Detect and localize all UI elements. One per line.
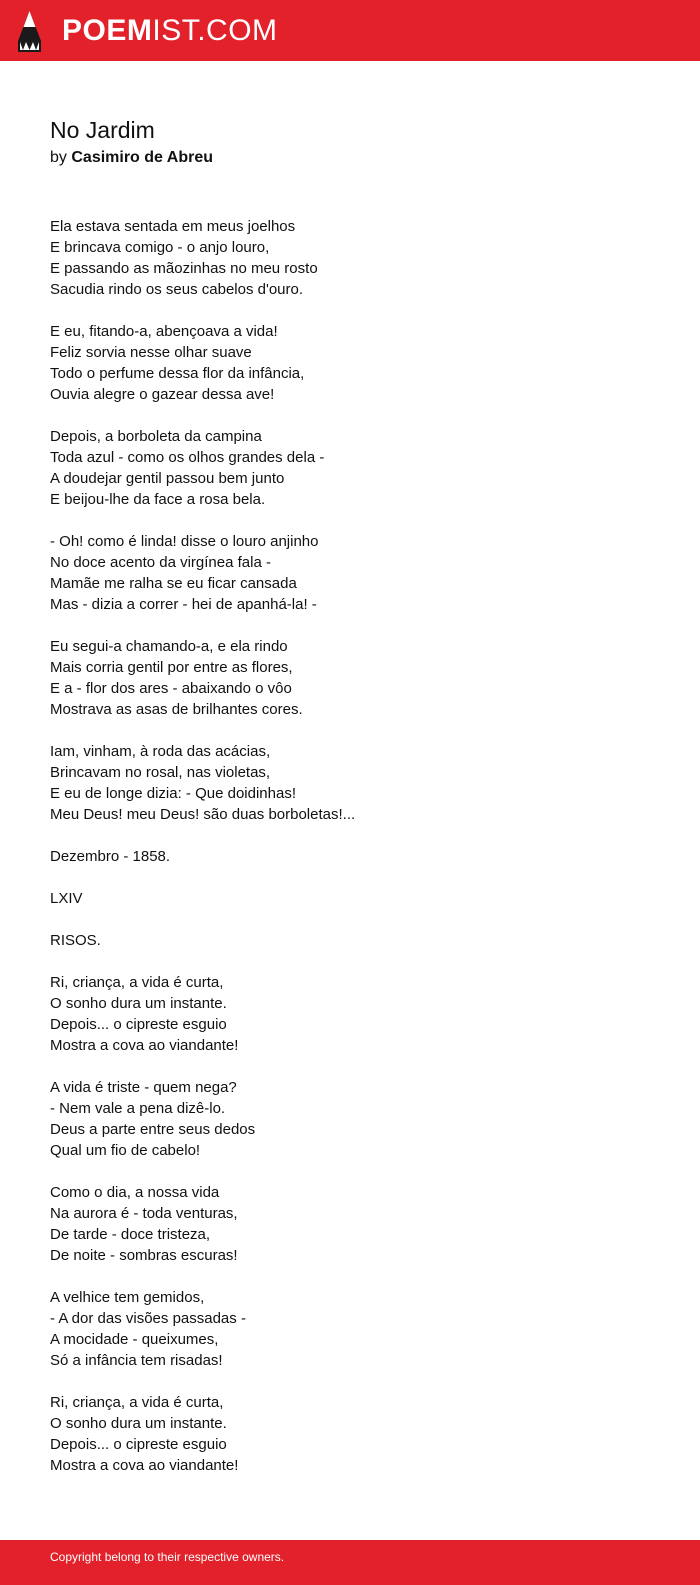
- poem-line: LXIV: [50, 890, 83, 907]
- poem-stanza: [50, 930, 650, 951]
- poem-line: Ouvia alegre o gazear dessa ave!: [50, 386, 275, 403]
- poem-line: Deus a parte entre seus dedos: [50, 1121, 256, 1138]
- poem-stanza: [50, 216, 650, 300]
- by-label: by: [50, 149, 67, 166]
- poem-line: Ela estava sentada em meus joelhos: [50, 218, 296, 235]
- poem-stanza: [50, 1287, 650, 1371]
- poem-line: RISOS.: [50, 932, 101, 949]
- poem-line: Mas - dizia a correr - hei de apanhá-la! -: [50, 596, 317, 613]
- poem-line: Eu segui-a chamando-a, e ela rindo: [50, 638, 288, 655]
- poem-line: Mamãe me ralha se eu ficar cansada: [50, 575, 297, 592]
- poem-line: No doce acento da virgínea fala -: [50, 554, 271, 571]
- poem-line: A doudejar gentil passou bem junto: [50, 470, 285, 487]
- site-logo-text: [62, 13, 278, 47]
- poem-line: Feliz sorvia nesse olhar suave: [50, 344, 252, 361]
- poem-stanza: [50, 321, 650, 405]
- poem-line: A mocidade - queixumes,: [50, 1331, 219, 1348]
- site-footer: [0, 1540, 700, 1585]
- poem-line: Sacudia rindo os seus cabelos d'ouro.: [50, 281, 304, 298]
- poem-line: O sonho dura um instante.: [50, 1415, 227, 1432]
- poem-line: A vida é triste - quem nega?: [50, 1079, 237, 1096]
- poem-stanza: [50, 741, 650, 825]
- poem-line: Toda azul - como os olhos grandes dela -: [50, 449, 325, 466]
- poem-line: Ri, criança, a vida é curta,: [50, 974, 224, 991]
- author-link[interactable]: Casimiro de Abreu: [71, 149, 214, 166]
- site-header: [0, 0, 700, 61]
- poem-line: Qual um fio de cabelo!: [50, 1142, 201, 1159]
- poem-line: - Oh! como é linda! disse o louro anjinho: [50, 533, 319, 550]
- poem-stanza: [50, 531, 650, 615]
- poem-stanza: [50, 1077, 650, 1161]
- poem-stanza: [50, 888, 650, 909]
- poem-line: Mostrava as asas de brilhantes cores.: [50, 701, 303, 718]
- poem-stanza: [50, 636, 650, 720]
- logo-bold-part: POEM: [62, 13, 153, 47]
- poem-line: Brincavam no rosal, nas violetas,: [50, 764, 271, 781]
- poem-line: - Nem vale a pena dizê-lo.: [50, 1100, 226, 1117]
- poem-line: E beijou-lhe da face a rosa bela.: [50, 491, 266, 508]
- poem-line: De noite - sombras escuras!: [50, 1247, 238, 1264]
- poem-line: Iam, vinham, à roda das acácias,: [50, 743, 271, 760]
- poem-byline: [50, 148, 213, 168]
- poem-line: E brincava comigo - o anjo louro,: [50, 239, 270, 256]
- poem-line: - A dor das visões passadas -: [50, 1310, 246, 1327]
- poem-stanza: [50, 1392, 650, 1476]
- poem-line: Mostra a cova ao viandante!: [50, 1457, 239, 1474]
- poem-line: Dezembro - 1858.: [50, 848, 171, 865]
- poem-line: E a - flor dos ares - abaixando o vôo: [50, 680, 292, 697]
- poem-stanza: [50, 846, 650, 867]
- poem-line: O sonho dura um instante.: [50, 995, 227, 1012]
- poem-line: Na aurora é - toda venturas,: [50, 1205, 238, 1222]
- poem-line: E eu de longe dizia: - Que doidinhas!: [50, 785, 296, 802]
- poem-body: [50, 216, 650, 1497]
- poem-line: Mais corria gentil por entre as flores,: [50, 659, 293, 676]
- poem-stanza: [50, 426, 650, 510]
- site-logo-link[interactable]: [0, 9, 278, 53]
- poem-line: E passando as mãozinhas no meu rosto: [50, 260, 318, 277]
- poem-line: Como o dia, a nossa vida: [50, 1184, 220, 1201]
- poem-line: Depois... o cipreste esguio: [50, 1436, 227, 1453]
- poem-line: Ri, criança, a vida é curta,: [50, 1394, 224, 1411]
- poem-line: E eu, fitando-a, abençoava a vida!: [50, 323, 278, 340]
- poem-line: Depois, a borboleta da campina: [50, 428, 262, 445]
- poem-stanza: [50, 972, 650, 1056]
- poem-line: Depois... o cipreste esguio: [50, 1016, 227, 1033]
- poem-stanza: [50, 1182, 650, 1266]
- poem-line: Todo o perfume dessa flor da infância,: [50, 365, 305, 382]
- poem-line: Mostra a cova ao viandante!: [50, 1037, 239, 1054]
- poem-title: No Jardim: [50, 117, 155, 143]
- copyright-text: Copyright belong to their respective owners.: [50, 1550, 285, 1564]
- poem-line: Meu Deus! meu Deus! são duas borboletas!...: [50, 806, 356, 823]
- poem-line: Só a infância tem risadas!: [50, 1352, 223, 1369]
- logo-light-part: IST.COM: [152, 13, 278, 47]
- poem-line: De tarde - doce tristeza,: [50, 1226, 211, 1243]
- pencil-icon: [17, 9, 42, 53]
- poem-line: A velhice tem gemidos,: [50, 1289, 205, 1306]
